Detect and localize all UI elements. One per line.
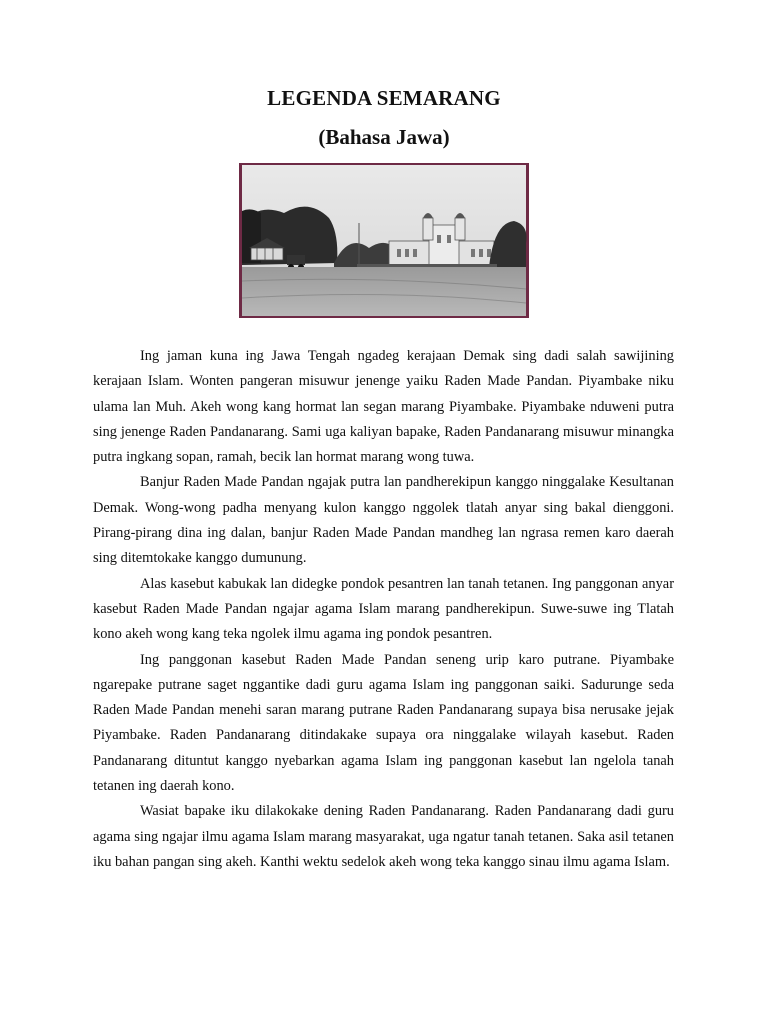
paragraph: Ing panggonan kasebut Raden Made Pandan seneng urip karo putrane. Piyambake ngarepake putrane saget nggantike dadi guru agama Islam ing panggonan saiki. Sadurunge seda Raden Made Pandan menehi saran marang putrane Raden Pandanarang supaya bisa nerusake jejak Piyambake. Raden Pandanarang ditindakake supaya ora ninggalake wilayah kasebut. Raden Pandanarang dituntut kanggo nyebarkan agama Islam ing panggonan kasebut lan ngelola tanah tetanen ing daerah kono. xyxy=(93,651,674,795)
story-body xyxy=(93,344,674,875)
paragraph: Alas kasebut kabukak lan didegke pondok pesantren lan tanah tetanen. Ing panggonan anyar kasebut Raden Made Pandan ngajar agama Islam marang pandherekipun. Suwe-suwe ing Tlatah kono akeh wong kang teka ngolek ilmu agama ing pondok pesantren. xyxy=(93,575,674,643)
historic-photo xyxy=(239,163,529,318)
document-title: LEGENDA SEMARANG xyxy=(267,86,501,110)
paragraph: Ing jaman kuna ing Jawa Tengah ngadeg kerajaan Demak sing dadi salah sawijining kerajaan Islam. Wonten pangeran misuwur jenenge yaiku Raden Made Pandan. Piyambake niku ulama lan Muh. Akeh wong kang hormat lan segan marang Piyambake. Piyambake nduweni putra sing jenenge Raden Pandanarang. Sami uga kaliyan bapake, Raden Pandanarang misuwur minangka putra ingkang sopan, ramah, becik lan hormat marang wong tuwa. xyxy=(93,348,674,466)
photo-graphic xyxy=(239,163,529,318)
document-subtitle: (Bahasa Jawa) xyxy=(318,125,450,149)
paragraph: Banjur Raden Made Pandan ngajak putra lan pandherekipun kanggo ninggalake Kesultanan Demak. Wong-wong padha menyang kulon kanggo nggolek tlatah anyar sing bakal dienggoni. Pirang-pirang dina ing dalan, banjur Raden Made Pandan mandheg lan ngrasa remen karo daerah sing ditemtokake kanggo dumunung. xyxy=(93,474,674,567)
paragraph: Wasiat bapake iku dilakokake dening Raden Pandanarang. Raden Pandanarang dadi guru agama sing ngajar ilmu agama Islam marang masyarakat, uga ngatur tanah tetanen. Saka asil tetanen iku bahan pangan sing akeh. Kanthi wektu sedelok akeh wong teka kanggo sinau ilmu agama Islam. xyxy=(93,803,674,870)
